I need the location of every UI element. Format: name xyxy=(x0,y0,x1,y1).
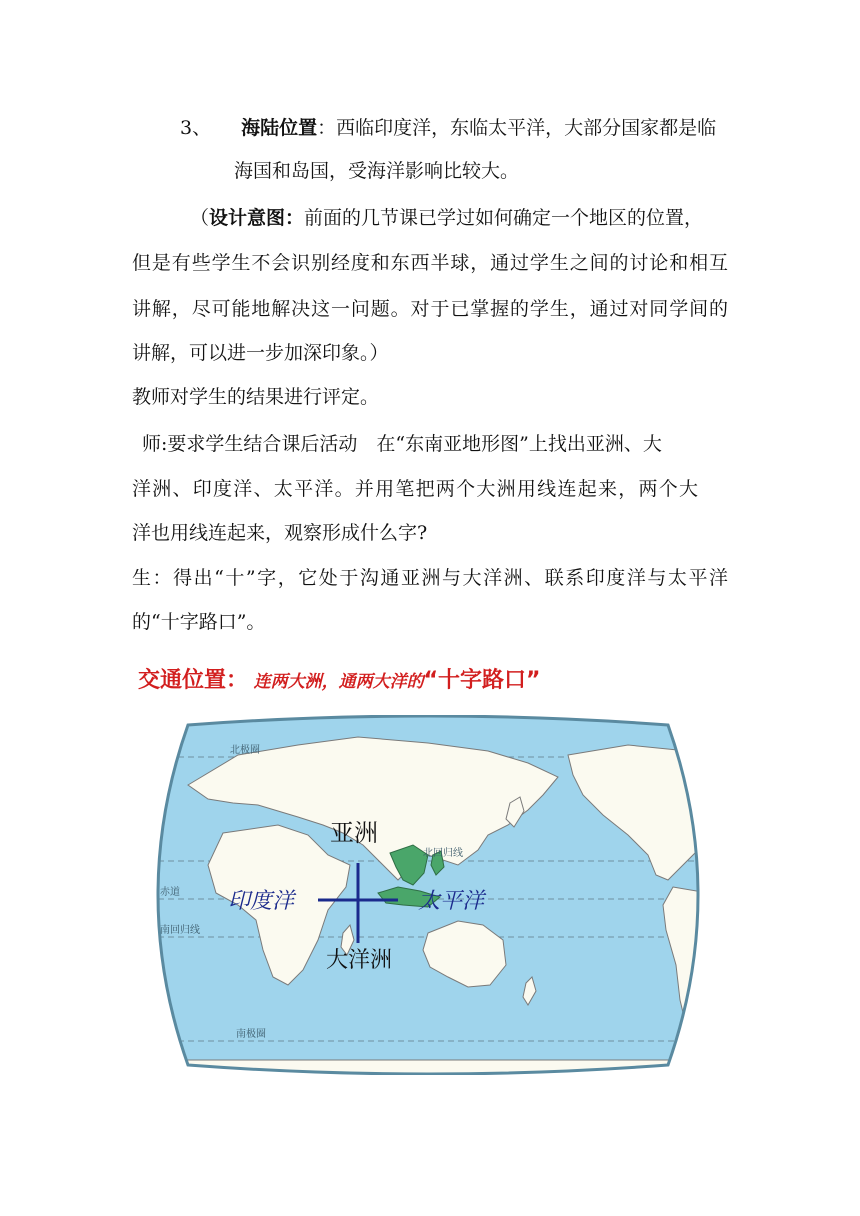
section-text-1: 西临印度洋，东临太平洋，大部分国家都是临 xyxy=(336,117,717,139)
teacher-line-1: 师:要求学生结合课后活动 在“东南亚地形图”上找出亚洲、大 xyxy=(142,433,662,455)
section-line-1 xyxy=(180,116,716,140)
map-title-main: 交通位置： xyxy=(138,668,249,693)
map-title xyxy=(138,663,541,694)
design-intent-line-1 xyxy=(190,206,703,230)
map-title-quote: “十字路口” xyxy=(423,668,541,693)
label-asia: 亚洲 xyxy=(330,819,378,847)
label-pacific-ocean: 太平洋 xyxy=(418,889,485,914)
label-tropic-capricorn: 南回归线 xyxy=(160,925,200,936)
design-intent-line-2: 但是有些学生不会识别经度和东西半球，通过学生之间的讨论和相互 xyxy=(132,252,728,274)
design-intent-open-paren: （ xyxy=(190,207,210,229)
student-line-1: 生：得出“十”字，它处于沟通亚洲与大洋洲、联系印度洋与太平洋 xyxy=(132,567,728,589)
label-tropic-cancer: 北回归线 xyxy=(423,848,463,859)
world-map xyxy=(128,715,728,1075)
map-title-sub: 连两大洲，通两大洋的 xyxy=(253,672,424,692)
section-line-2: 海国和岛国，受海洋影响比较大。 xyxy=(234,160,520,182)
label-equator: 赤道 xyxy=(160,887,180,898)
teacher-eval: 教师对学生的结果进行评定。 xyxy=(132,386,380,408)
design-intent-line-4: 讲解，可以进一步加深印象。） xyxy=(132,342,389,364)
world-map-figure xyxy=(128,655,728,1075)
section-number: 3、 xyxy=(180,117,212,139)
label-antarctic-circle: 南极圈 xyxy=(236,1029,266,1040)
design-intent-text-1: 前面的几节课已学过如何确定一个地区的位置， xyxy=(304,207,704,229)
teacher-line-2: 洋洲、印度洋、太平洋。并用笔把两个大洲用线连起来，两个大 xyxy=(132,478,698,500)
design-intent-line-3: 讲解，尽可能地解决这一问题。对于已掌握的学生，通过对同学间的 xyxy=(132,298,728,320)
section-heading: 海陆位置 xyxy=(241,117,318,139)
student-line-2: 的“十字路口”。 xyxy=(132,611,266,633)
design-intent-label: 设计意图： xyxy=(209,207,305,229)
section-colon: ： xyxy=(317,117,337,139)
greenland-landmass xyxy=(688,729,728,771)
label-arctic-circle: 北极圈 xyxy=(230,745,260,756)
teacher-line-3: 洋也用线连起来，观察形成什么字? xyxy=(132,522,428,544)
label-oceania: 大洋洲 xyxy=(326,948,393,973)
label-indian-ocean: 印度洋 xyxy=(228,889,295,914)
